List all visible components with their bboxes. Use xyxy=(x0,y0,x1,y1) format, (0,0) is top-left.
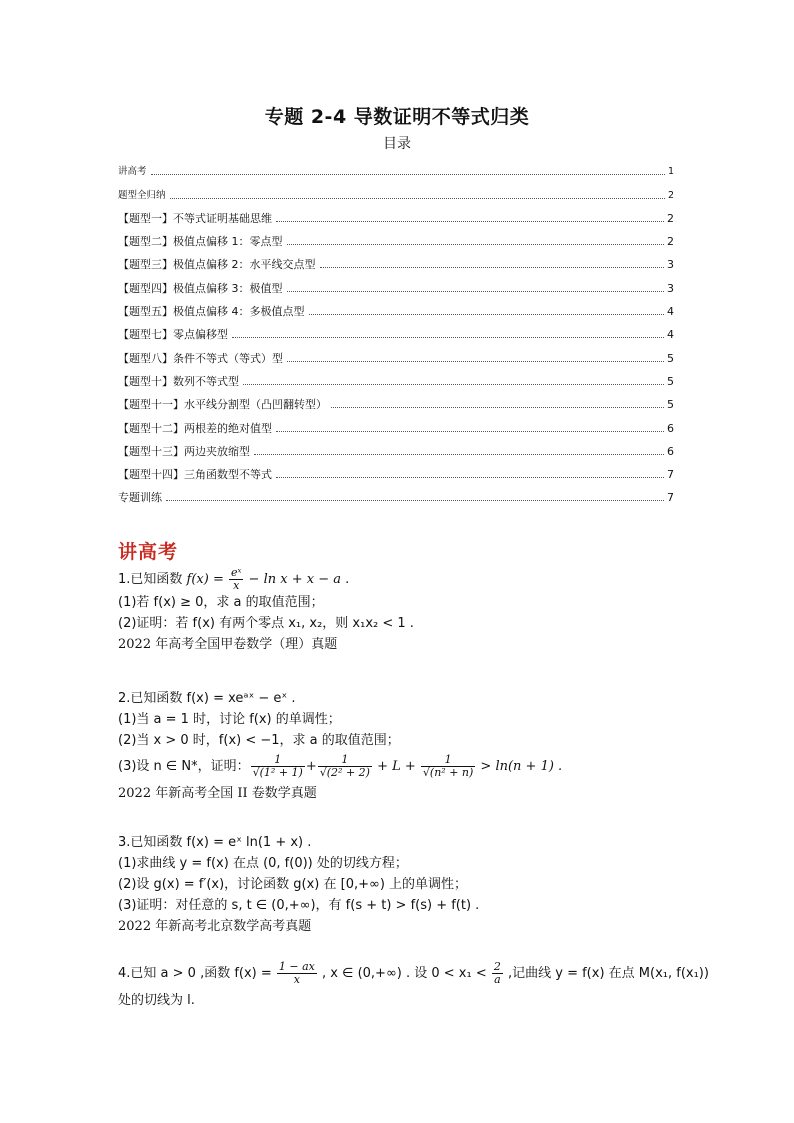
question-part: (1)当 a = 1 时，讨论 f(x) 的单调性； xyxy=(118,712,341,727)
toc-entry-page: 3 xyxy=(667,281,674,295)
toc-entry[interactable] xyxy=(118,249,674,272)
toc-dot-leader xyxy=(243,384,664,385)
toc-entry[interactable] xyxy=(118,459,674,482)
toc-entry-label: 【题型十】数列不等式型 xyxy=(118,374,239,388)
question-part: (1)求曲线 y = f(x) 在点 (0, f(0)) 处的切线方程； xyxy=(118,856,408,871)
toc-entry-page: 2 xyxy=(667,235,674,249)
toc-entry-page: 4 xyxy=(667,328,674,342)
fraction-denominator: √(2² + 2) xyxy=(319,766,370,779)
question-2 xyxy=(118,688,678,804)
question-1 xyxy=(118,567,678,655)
toc-entry-label: 【题型四】极值点偏移 3：极值型 xyxy=(118,281,283,295)
toc-dot-leader xyxy=(170,198,665,199)
plus-sign: + xyxy=(305,759,317,774)
toc-dot-leader xyxy=(276,431,664,432)
fraction-denominator: √(n² + n) xyxy=(422,766,474,779)
table-of-contents xyxy=(118,156,674,505)
toc-dot-leader xyxy=(254,454,664,455)
question-part: (2)设 g(x) = f′(x)，讨论函数 g(x) 在 [0,+∞) 上的单调性； xyxy=(118,877,468,892)
question-part: (2)当 x > 0 时，f(x) < −1，求 a 的取值范围； xyxy=(118,733,400,748)
toc-entry[interactable] xyxy=(118,272,674,295)
question-stem xyxy=(118,958,709,990)
part-text: (3)设 n ∈ N*，证明： xyxy=(118,759,250,774)
toc-entry-page: 5 xyxy=(667,374,674,388)
toc-dot-leader xyxy=(331,407,664,408)
fraction xyxy=(277,961,317,986)
question-part xyxy=(118,751,678,783)
toc-entry-label: 【题型一】不等式证明基础思维 xyxy=(118,211,272,225)
toc-entry[interactable] xyxy=(118,226,674,249)
toc-dot-leader xyxy=(276,221,664,222)
toc-entry-page: 3 xyxy=(667,258,674,272)
stem-text: ,记曲线 y = f(x) 在点 M(x₁, f(x₁)) xyxy=(503,966,709,981)
toc-dot-leader xyxy=(287,244,665,245)
fraction-numerator: 2 xyxy=(493,960,501,973)
toc-entry-page: 5 xyxy=(667,351,674,365)
toc-entry-page: 4 xyxy=(667,305,674,319)
question-stem: 2.已知函数 f(x) = xeᵃˣ − eˣ . xyxy=(118,691,296,706)
stem-formula-tail: − ln x + x − a . xyxy=(244,572,350,587)
fraction-numerator: 1 xyxy=(318,754,372,767)
toc-entry[interactable] xyxy=(118,179,674,202)
toc-dot-leader xyxy=(276,477,664,478)
toc-entry[interactable] xyxy=(118,342,674,365)
page-title: 专题 2-4 导数证明不等式归类 xyxy=(264,106,530,128)
toc-dot-leader xyxy=(309,314,665,315)
toc-entry-label: 【题型十一】水平线分割型（凸凹翻转型） xyxy=(118,398,327,412)
ellipsis-term: + L + xyxy=(372,759,420,774)
toc-entry-page: 2 xyxy=(667,189,674,201)
fraction xyxy=(229,567,243,592)
function-name: f(x) = xyxy=(186,572,228,587)
toc-entry-label: 【题型二】极值点偏移 1：零点型 xyxy=(118,235,283,249)
section-heading: 讲高考 xyxy=(118,541,179,563)
stem-text: 4.已知 a > 0 ,函数 f(x) = xyxy=(118,966,276,981)
question-stem: 3.已知函数 f(x) = eˣ ln(1 + x) . xyxy=(118,835,312,850)
question-source: 2022 年新高考北京数学高考真题 xyxy=(118,919,312,934)
fraction-numerator: eˣ xyxy=(231,566,242,579)
fraction-numerator: 1 − ax xyxy=(278,960,315,973)
toc-entry[interactable] xyxy=(118,482,674,505)
toc-entry-page: 1 xyxy=(667,166,674,178)
toc-entry-label: 题型全归纳 xyxy=(118,189,166,201)
fraction-numerator: 1 xyxy=(251,754,305,767)
toc-entry-page: 6 xyxy=(667,421,674,435)
fraction-numerator: 1 xyxy=(421,754,475,767)
fraction-denominator: x xyxy=(293,973,300,986)
toc-heading: 目录 xyxy=(383,136,411,152)
toc-entry-page: 6 xyxy=(667,444,674,458)
toc-dot-leader xyxy=(287,361,664,362)
toc-entry-label: 【题型十三】两边夹放缩型 xyxy=(118,444,250,458)
toc-entry[interactable] xyxy=(118,296,674,319)
question-source: 2022 年新高考全国 II 卷数学真题 xyxy=(118,786,317,801)
fraction xyxy=(421,754,475,779)
stem-text: 1.已知函数 xyxy=(118,572,187,587)
toc-entry-page: 2 xyxy=(667,211,674,225)
fraction xyxy=(492,961,503,986)
inequality-tail: > ln(n + 1) . xyxy=(476,759,563,774)
question-stem-continued: 处的切线为 l. xyxy=(118,993,195,1008)
toc-entry-page: 7 xyxy=(667,491,674,505)
toc-entry[interactable] xyxy=(118,436,674,459)
fraction-denominator: a xyxy=(494,973,501,986)
fraction xyxy=(318,754,372,779)
toc-entry[interactable] xyxy=(118,156,674,179)
toc-entry-page: 5 xyxy=(667,398,674,412)
toc-entry-label: 【题型五】极值点偏移 4：多极值点型 xyxy=(118,305,305,319)
question-part: (3)证明：对任意的 s, t ∈ (0,+∞)，有 f(s + t) > f(s) + f(t) . xyxy=(118,898,480,913)
toc-entry[interactable] xyxy=(118,412,674,435)
fraction-denominator: √(1² + 1) xyxy=(252,766,303,779)
toc-entry-label: 【题型三】极值点偏移 2：水平线交点型 xyxy=(118,258,316,272)
question-3 xyxy=(118,832,678,937)
toc-entry[interactable] xyxy=(118,389,674,412)
toc-entry-label: 【题型八】条件不等式（等式）型 xyxy=(118,351,283,365)
toc-entry-label: 【题型七】零点偏移型 xyxy=(118,328,228,342)
question-part: (1)若 f(x) ≥ 0，求 a 的取值范围； xyxy=(118,595,324,610)
toc-entry-label: 讲高考 xyxy=(118,166,147,178)
toc-dot-leader xyxy=(166,500,664,501)
toc-entry[interactable] xyxy=(118,366,674,389)
question-source: 2022 年高考全国甲卷数学（理）真题 xyxy=(118,637,338,652)
toc-entry-label: 【题型十四】三角函数型不等式 xyxy=(118,468,272,482)
toc-dot-leader xyxy=(151,174,665,175)
toc-entry-page: 7 xyxy=(667,468,674,482)
toc-dot-leader xyxy=(287,291,665,292)
fraction xyxy=(251,754,305,779)
toc-entry[interactable] xyxy=(118,319,674,342)
stem-text: , x ∈ (0,+∞) . 设 0 < x₁ < xyxy=(317,966,491,981)
fraction-denominator: x xyxy=(233,579,240,592)
question-part: (2)证明：若 f(x) 有两个零点 x₁, x₂，则 x₁x₂ < 1 . xyxy=(118,616,414,631)
toc-entry[interactable] xyxy=(118,203,674,226)
toc-entry-label: 【题型十二】两根差的绝对值型 xyxy=(118,421,272,435)
toc-entry-label: 专题训练 xyxy=(118,491,162,505)
question-stem xyxy=(118,567,678,592)
toc-dot-leader xyxy=(320,267,665,268)
question-4 xyxy=(118,958,709,1011)
toc-dot-leader xyxy=(232,337,664,338)
